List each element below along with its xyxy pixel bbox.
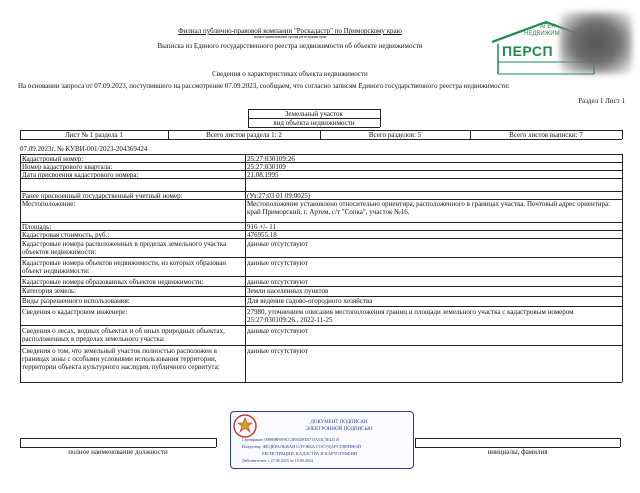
row-value: данные отсутствуют [247,259,308,267]
total-section-sheets: Всего листов раздела 1: 2 [206,131,282,139]
stamp-certificate: Сертификат: 00880BF6F9CC3E83DEE8715A53C5E42510 [242,437,340,442]
logo-line-1: АГЕН [540,24,556,30]
row-value: (Уз:27:03 01 09:0025) [247,192,311,200]
organization-name: Филиал публично-правовой компании "Роскадастр" по Приморскому краю [178,27,402,35]
emblem-icon [232,413,258,439]
row-label: Кадастровые номера объектов недвижимости, из которых образован объект недвижимости: [22,259,226,275]
row-value: 21.08.1995 [247,171,279,179]
row-value: Местоположение установлено относительно ориентира, расположенного в границах участка. Почтовый адрес ориентира: край Приморский, г. Артем, с/т "Сопка", участок №16. [247,200,611,216]
document-title: Выписка из Единого государственного реестра недвижимости об объекте недвижимости [157,42,423,50]
row-label: Площадь: [22,223,52,231]
logo-name: ПЕРСП [502,43,554,59]
row-label: Кадастровая стоимость, руб.: [22,231,110,239]
stamp-subtitle: ЭЛЕКТРОННОЙ ПОДПИСЬЮ [305,427,373,432]
row-label: Местоположение: [22,200,76,208]
sheet-number: Лист № 1 раздела 1 [65,131,123,139]
row-label: Дата присвоения кадастрового номера: [22,171,139,179]
total-sections: Всего разделов: 5 [368,131,422,139]
blurred-logo-area [560,12,632,74]
row-value: данные отсутствуют [247,347,308,355]
row-value: 25:27:030109 [247,163,286,171]
stamp-owner-line-2: РЕГИСТРАЦИИ, КАДАСТРА И КАРТОГРАФИИ [262,451,358,456]
row-value: 916 +/- 11 [247,223,276,231]
stamp-validity: Действителен: с 27.06.2023 по 19.09.2024 [242,458,313,463]
object-type: Земельный участок [285,110,343,118]
name-caption: инициалы, фамилия [487,448,548,456]
stamp-owner: Владелец: ФЕДЕРАЛЬНАЯ СЛУЖБА ГОСУДАРСТВЕННОЙ [242,444,362,449]
organization-caption: полное наименование органа регистрации прав [253,35,327,39]
row-label: Виды разрешенного использования: [22,297,130,305]
request-basis: На основании запроса от 07.09.2023, поступившего на рассмотрение 07.09.2023, сообщаем, что согласно записям Единого государственного реестра недвижимости: [18,82,510,90]
row-value: данные отсутствуют [247,278,308,286]
object-type-caption: вид объекта недвижимости [273,119,355,127]
row-label: Номер кадастрового квартала: [22,163,113,171]
logo-line-2: НЕДВИЖИМ [524,31,560,37]
row-value: Для ведения садово-огородного хозяйства [247,297,373,305]
stamp-title: ДОКУМЕНТ ПОДПИСАН [310,420,368,425]
row-value: Земли населенных пунктов [247,287,329,295]
row-label: Категория земель: [22,287,77,295]
row-label: Ранее присвоенный государственный учетный номер: [22,192,183,200]
row-label: Сведения о кадастровом инженере: [22,308,128,316]
total-extract-sheets: Всего листов выписки: 7 [509,131,583,139]
row-label: Сведения о лесах, водных объектах и об иных природных объектах, расположенных в пределах земельного участка: [22,327,225,343]
row-label: Кадастровые номера образованных объектов недвижимости: [22,278,204,286]
row-label: Сведения о том, что земельный участок полностью расположен в границах зоны с особыми условиями использования территории, территории объекта культурного наследия, публичного сервитута: [22,347,220,371]
row-value: 25:27:030109:26 [247,155,295,163]
row-value: данные отсутствуют [247,327,308,335]
row-label: Кадастровый номер: [22,155,84,163]
row-value: 476955.18 [247,231,277,239]
extract-date-number: 07.09.2023г. № КУВИ-001/2023-204369424 [20,145,148,153]
page-indicator: Раздел 1 Лист 1 [578,97,625,105]
row-label: Кадастровые номера расположенных в пределах земельного участка объектов недвижимости: [22,240,227,256]
row-value: данные отсутствуют [247,240,308,248]
row-value: 27980, уточнением описания местоположения границ и площади земельного участка с кадастровым номером 25:27:030109:26., 2022-11-25 [247,308,574,324]
position-caption: полное наименование должности [68,448,168,456]
section-title: Сведения о характеристиках объекта недвижимости [212,70,368,78]
